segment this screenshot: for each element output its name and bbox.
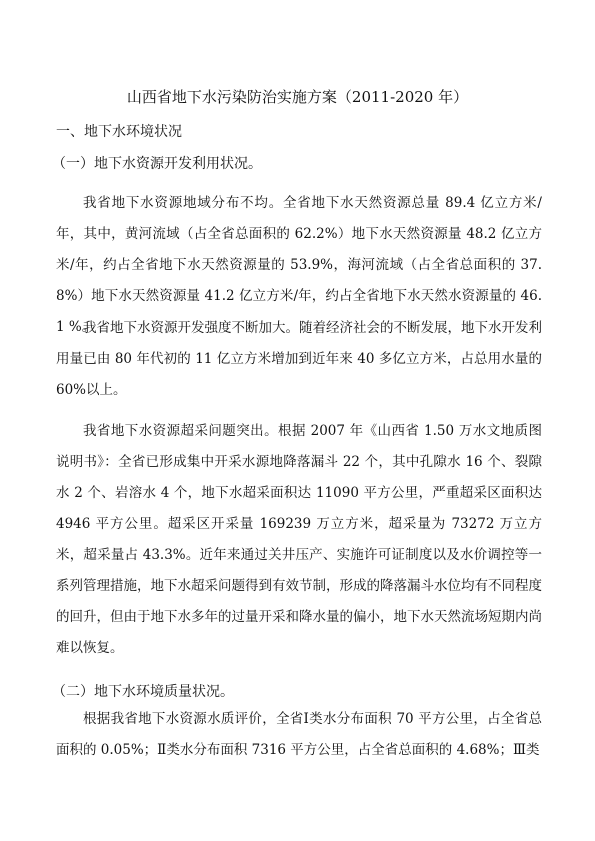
paragraph-overexploitation: 我省地下水资源超采问题突出。根据 2007 年《山西省 1.50 万水文地质图说明书》：全省已形成集中开采水源地降落漏斗 22 个，其中孔隙水 16 个、裂隙水 2 个、岩溶水 4 个，地下水超采面积达 11090 平方公里，严重超采区面积达 4946 平方公里。超采区开采量 169239 万立方米，超采量为 73272 万立方米，超采量占 43.3%。近年来通过关井压产、实施许可证制度以及水价调控等一系列管理措施，地下水超采问题得到有效节制，形成的降落漏斗水位均有不同程度的回升，但由于地下水多年的过量开采和降水量的偏小，地下水天然流场短期内尚难以恢复。 bbox=[56, 423, 542, 656]
paragraph-development-intensity: 我省地下水资源开发强度不断加大。随着经济社会的不断发展，地下水开发利用量已由 80 年代初的 11 亿立方米增加到近年来 40 多亿立方米，占总用水量的 60%以上。 bbox=[56, 320, 542, 398]
paragraph-water-quality-evaluation: 根据我省地下水资源水质评价，全省Ⅰ类水分布面积 70 平方公里，占全省总面积的 0.05%；Ⅱ类水分布面积 7316 平方公里，占全省总面积的 4.68%；Ⅲ类 bbox=[56, 711, 542, 758]
section-heading-environment-status: 一、地下水环境状况 bbox=[56, 124, 182, 140]
paragraph-resource-distribution: 我省地下水资源地域分布不均。全省地下水天然资源总量 89.4 亿立方米/年，其中，黄河流域（占全省总面积的 62.2%）地下水天然资源量 48.2 亿立方米/年，约占全省地下水天然资源量的 53.9%，海河流域（占全省总面积的 37.8%）地下水天然资源量 41.2 亿立方米/年，约占全省地下水天然水资源量的 46.1 %。 bbox=[56, 195, 542, 335]
document-title: 山西省地下水污染防治实施方案（2011-2020 年） bbox=[126, 88, 469, 106]
subsection-heading-water-quality: （二）地下水环境质量状况。 bbox=[52, 684, 234, 700]
subsection-heading-resource-use: （一）地下水资源开发利用状况。 bbox=[52, 156, 262, 172]
